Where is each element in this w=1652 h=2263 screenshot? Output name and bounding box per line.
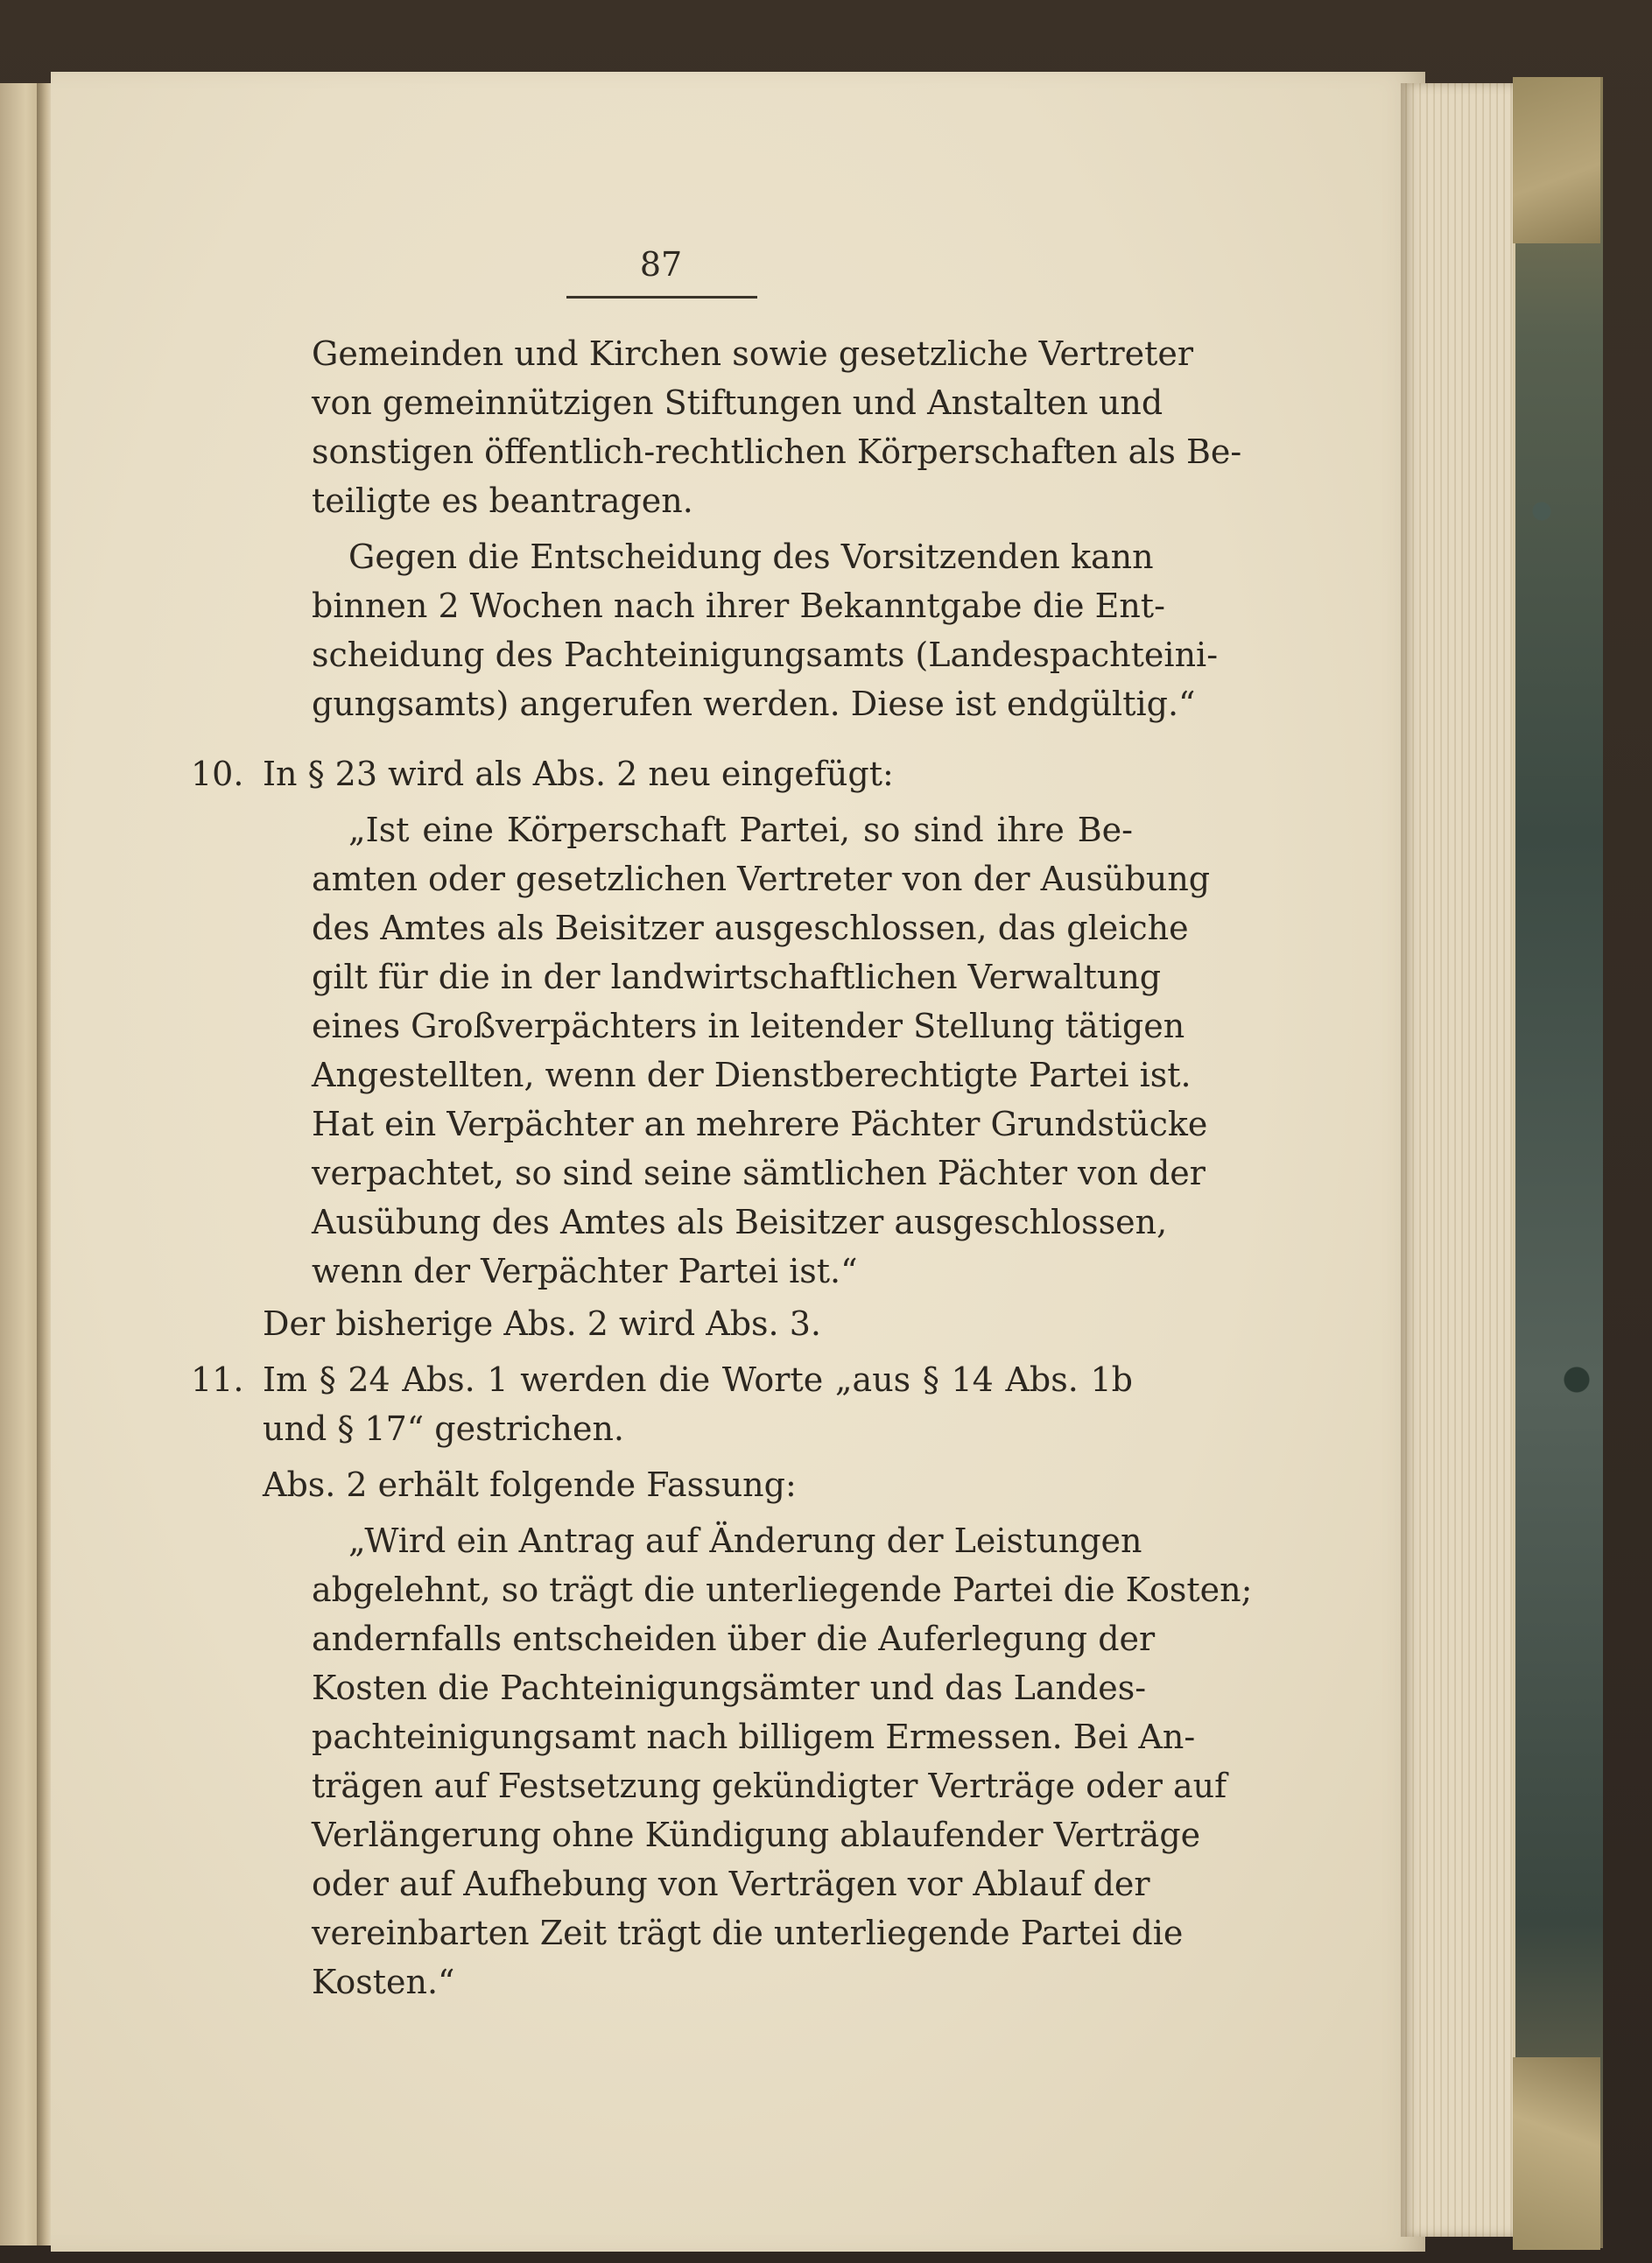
text-line: und § 17“ gestrichen. <box>263 1409 624 1448</box>
text-line: Gegen die Entscheidung des Vorsitzenden kann <box>348 538 1154 576</box>
item-number: 11. <box>191 1360 244 1399</box>
text-line: gungsamts) angerufen werden. Diese ist endgültig.“ <box>312 685 1196 723</box>
text-line: Hat ein Verpächter an mehrere Pächter Grundstücke <box>312 1105 1208 1143</box>
text-line: pachteinigungsamt nach billigem Ermessen. Bei An- <box>312 1718 1196 1756</box>
text-line: Verlängerung ohne Kündigung ablaufender Verträge <box>312 1816 1201 1854</box>
text-line: „Ist eine Körperschaft Partei, so sind ihre Be- <box>348 811 1133 849</box>
text-line: gilt für die in der landwirtschaftlichen Verwaltung <box>312 958 1162 996</box>
text-line: sonstigen öffentlich-rechtlichen Körperschaften als Be- <box>312 432 1242 471</box>
text-line: teiligte es beantragen. <box>312 481 693 520</box>
text-line: Kosten die Pachteinigungsämter und das Landes- <box>312 1669 1147 1707</box>
text-line: wenn der Verpächter Partei ist.“ <box>312 1252 858 1290</box>
text-line: binnen 2 Wochen nach ihrer Bekanntgabe die Ent- <box>312 587 1165 625</box>
text-line: verpachtet, so sind seine sämtlichen Pächter von der <box>312 1154 1206 1192</box>
text-line: trägen auf Festsetzung gekündigter Verträge oder auf <box>312 1767 1227 1805</box>
text-line: Kosten.“ <box>312 1963 455 2001</box>
text-line: In § 23 wird als Abs. 2 neu eingefügt: <box>263 755 894 793</box>
text-line: amten oder gesetzlichen Vertreter von der Ausübung <box>312 860 1211 898</box>
text-line: Gemeinden und Kirchen sowie gesetzliche Vertreter <box>312 334 1194 373</box>
text-line: von gemeinnützigen Stiftungen und Anstalten und <box>312 383 1163 422</box>
text-line: andernfalls entscheiden über die Auferlegung der <box>312 1620 1156 1658</box>
text-line: eines Großverpächters in leitender Stellung tätigen <box>312 1007 1185 1045</box>
text-line: vereinbarten Zeit trägt die unterliegende Partei die <box>312 1914 1184 1952</box>
page-number-rule <box>566 296 757 299</box>
text-line: Im § 24 Abs. 1 werden die Worte „aus § 14 Abs. 1b <box>263 1360 1133 1399</box>
text-line: scheidung des Pachteinigungsamts (Landespachteini- <box>312 636 1219 674</box>
text-line: oder auf Aufhebung von Verträgen vor Ablauf der <box>312 1865 1150 1903</box>
text-line: abgelehnt, so trägt die unterliegende Partei die Kosten; <box>312 1571 1253 1609</box>
text-line: Ausübung des Amtes als Beisitzer ausgeschlossen, <box>312 1203 1168 1241</box>
item-number: 10. <box>191 755 244 793</box>
page-number: 87 <box>639 245 683 284</box>
text-line: des Amtes als Beisitzer ausgeschlossen, das gleiche <box>312 909 1189 947</box>
text-line: Angestellten, wenn der Dienstberechtigte Partei ist. <box>312 1056 1192 1094</box>
text-line: Der bisherige Abs. 2 wird Abs. 3. <box>263 1304 821 1343</box>
text-line: „Wird ein Antrag auf Änderung der Leistungen <box>348 1522 1142 1560</box>
text-line: Abs. 2 erhält folgende Fassung: <box>263 1465 797 1504</box>
